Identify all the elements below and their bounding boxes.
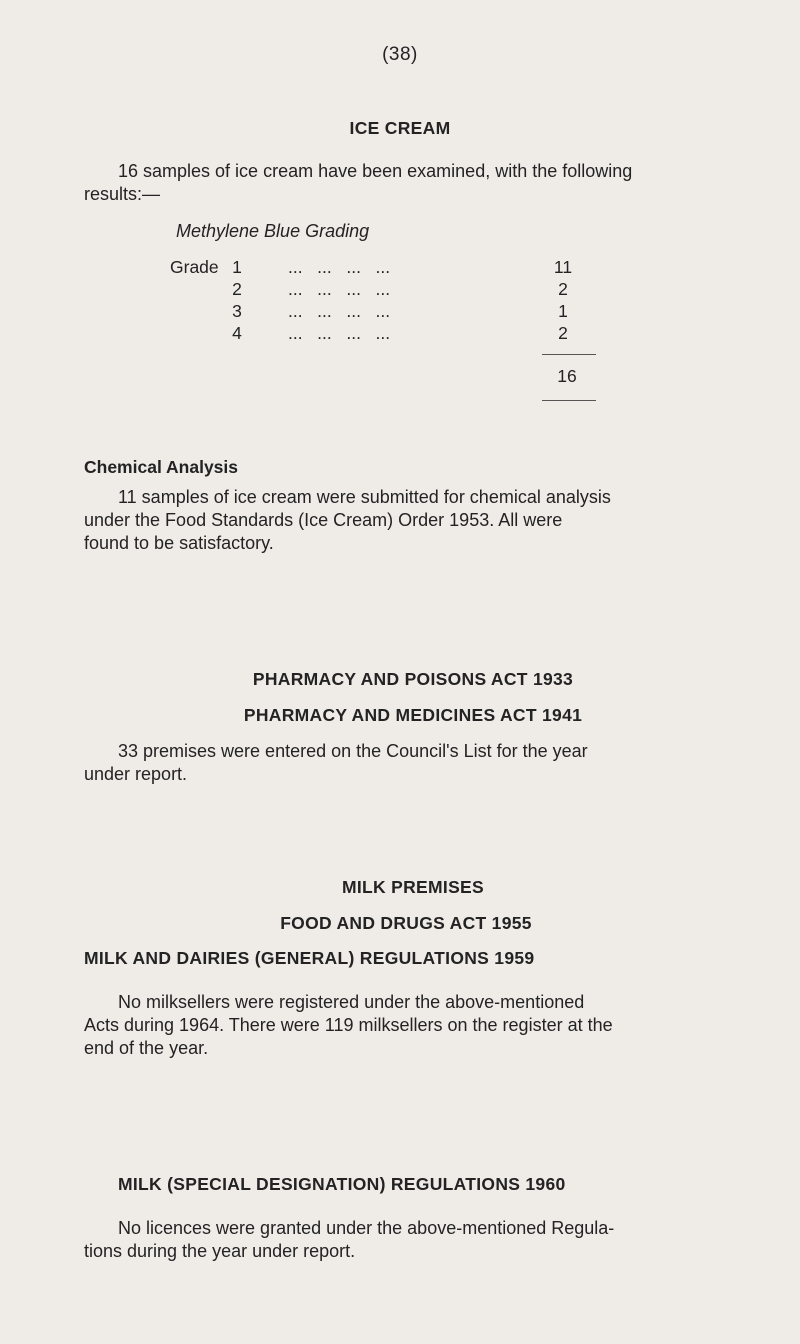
leader-dots: ... ... ... ... [288,301,391,321]
pharmacy-medicines-heading: PHARMACY AND MEDICINES ACT 1941 [243,705,583,725]
chemical-line3: found to be satisfactory. [84,533,274,553]
grade-number: 4 [232,323,242,343]
leader-dots: ... ... ... ... [288,323,391,343]
grade-total: 16 [557,366,577,386]
chemical-line2: under the Food Standards (Ice Cream) Order 1953. All were [84,510,563,530]
milk-premises-heading: MILK PREMISES [342,877,484,897]
methylene-blue-title: Methylene Blue Grading [176,221,370,241]
ice-cream-intro-line2: results:— [84,184,161,204]
grade-value: 1 [558,301,568,321]
page-number: (38) [382,44,418,65]
milk-line2: Acts during 1964. There were 119 milksellers on the register at the [84,1015,613,1035]
grade-label: Grade [170,257,219,277]
grade-value: 2 [558,323,568,343]
food-drugs-act-heading: FOOD AND DRUGS ACT 1955 [280,913,532,933]
grade-row [170,256,630,279]
grade-number: 2 [232,279,242,299]
ice-cream-intro-line1: 16 samples of ice cream have been examined, with the following [118,161,633,181]
leader-dots: ... ... ... ... [288,257,391,277]
special-line1: No licences were granted under the above-mentioned Regula- [118,1218,615,1238]
milk-line3: end of the year. [84,1038,209,1058]
special-line2: tions during the year under report. [84,1241,356,1261]
grade-value: 11 [553,257,573,277]
ice-cream-heading: ICE CREAM [349,118,451,138]
special-designation-heading: MILK (SPECIAL DESIGNATION) REGULATIONS 1960 [118,1174,566,1194]
grading-table [170,256,630,356]
grade-row [170,278,630,301]
total-rule-top [542,354,596,355]
grade-row [170,322,630,345]
pharmacy-poisons-heading: PHARMACY AND POISONS ACT 1933 [252,669,574,689]
chemical-line1: 11 samples of ice cream were submitted for chemical analysis [118,487,611,507]
pharmacy-line2: under report. [84,764,188,784]
grade-number: 1 [232,257,242,277]
pharmacy-line1: 33 premises were entered on the Council's List for the year [118,741,588,761]
milk-line1: No milksellers were registered under the above-mentioned [118,992,585,1012]
leader-dots: ... ... ... ... [288,279,391,299]
grade-number: 3 [232,301,242,321]
grade-value: 2 [558,279,568,299]
milk-dairies-heading: MILK AND DAIRIES (GENERAL) REGULATIONS 1959 [84,948,535,968]
grade-row [170,300,630,323]
total-rule-bottom [542,400,596,401]
chemical-analysis-heading: Chemical Analysis [84,457,239,477]
